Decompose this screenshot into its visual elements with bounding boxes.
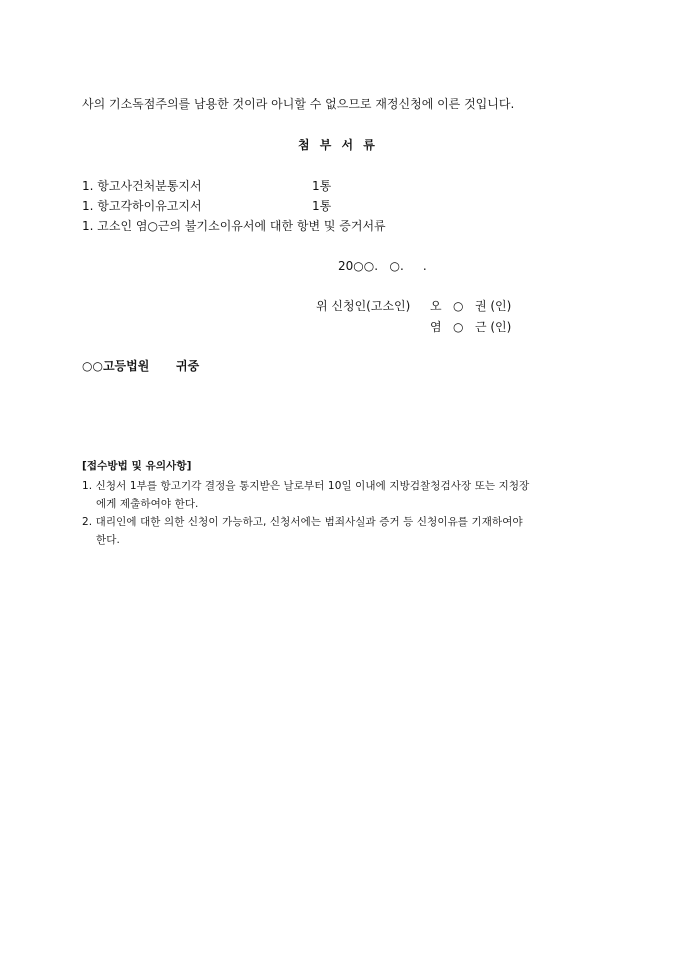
attachment-item-count: 1통: [312, 179, 332, 193]
attachment-item: [82, 197, 482, 213]
notes-item-1-line-2: 에게 제출하여야 한다.: [96, 498, 199, 510]
notes-item-2-line-1: 2. 대리인에 대한 의한 신청이 가능하고, 신청서에는 범죄사실과 증거 등 신청이유를 기재하여야: [82, 516, 523, 528]
attachment-item: [82, 177, 482, 193]
recipient-court: ○○고등법원: [82, 359, 150, 373]
signer-name-1: 오 ○ 권 (인): [430, 299, 512, 313]
attachment-item: [82, 217, 482, 233]
attachment-item-label: 1. 항고각하이유고지서: [82, 199, 202, 213]
signer-name-2: 염 ○ 근 (인): [430, 320, 512, 334]
applicant-label: 위 신청인(고소인): [316, 299, 411, 313]
attachments-heading: 첨 부 서 류: [298, 138, 375, 152]
attachment-item-count: 1통: [312, 199, 332, 213]
attachment-item-label: 1. 항고사건처분통지서: [82, 179, 202, 193]
date-line: 20○○. ○. .: [338, 259, 427, 273]
recipient-suffix: 귀중: [176, 359, 200, 373]
notes-item-2-line-2: 한다.: [96, 534, 120, 546]
body-paragraph-continuation: 사의 기소독점주의를 남용한 것이라 아니할 수 없으므로 재정신청에 이른 것입니다.: [82, 97, 515, 111]
notes-heading: [접수방법 및 유의사항]: [82, 460, 192, 472]
notes-item-1-line-1: 1. 신청서 1부를 항고기각 결정을 통지받은 날로부터 10일 이내에 지방검찰청검사장 또는 지청장: [82, 480, 530, 492]
attachment-item-label: 1. 고소인 염○근의 불기소이유서에 대한 항변 및 증거서류: [82, 219, 386, 233]
